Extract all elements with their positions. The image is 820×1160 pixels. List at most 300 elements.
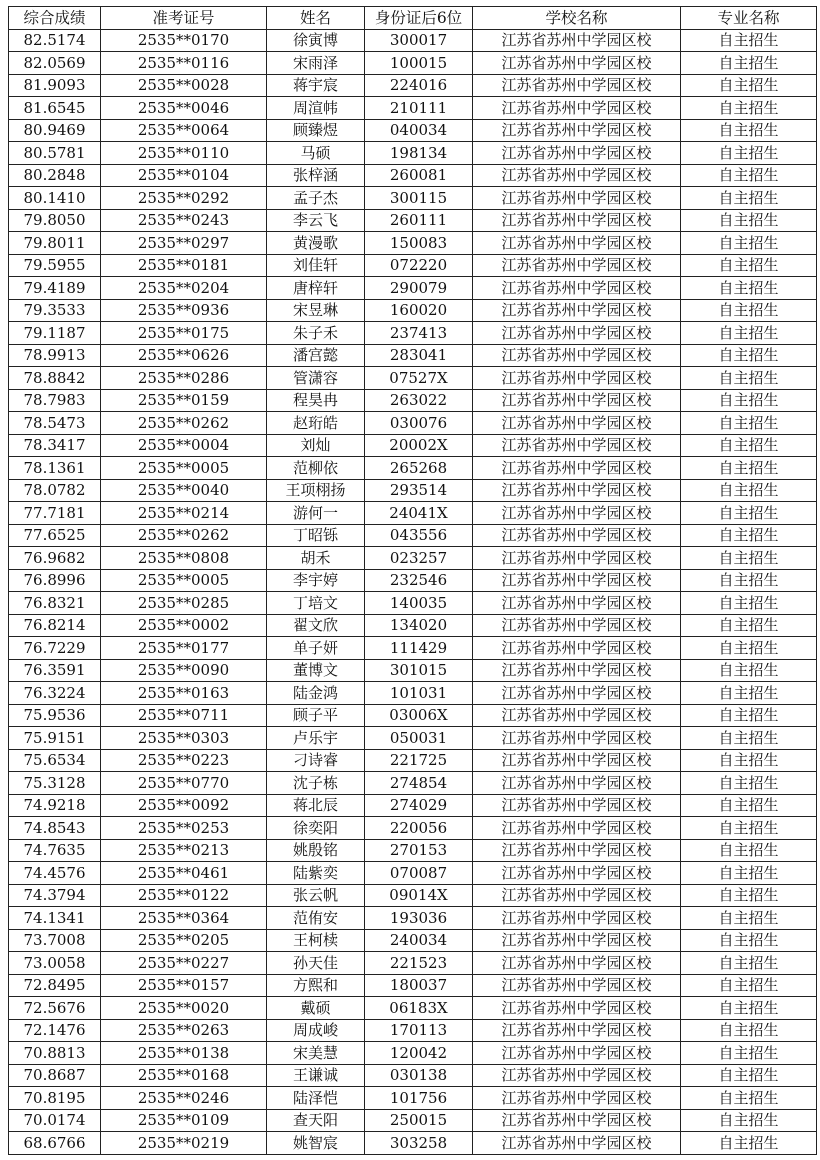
- exam-number-cell: 2535**0253: [101, 817, 267, 840]
- score-cell: 79.5955: [9, 254, 101, 277]
- exam-number-cell: 2535**0175: [101, 322, 267, 345]
- exam-number-cell: 2535**0116: [101, 52, 267, 75]
- id-last6-cell: 050031: [365, 727, 473, 750]
- school-name-cell: 江苏省苏州中学园区校: [473, 637, 681, 660]
- school-name-cell: 江苏省苏州中学园区校: [473, 569, 681, 592]
- exam-number-cell: 2535**0364: [101, 907, 267, 930]
- school-name-cell: 江苏省苏州中学园区校: [473, 344, 681, 367]
- school-name-cell: 江苏省苏州中学园区校: [473, 434, 681, 457]
- table-row: [9, 524, 817, 547]
- name-cell: 宋昱琳: [267, 299, 365, 322]
- exam-number-cell: 2535**0292: [101, 187, 267, 210]
- id-last6-cell: 240034: [365, 929, 473, 952]
- school-name-cell: 江苏省苏州中学园区校: [473, 74, 681, 97]
- school-name-cell: 江苏省苏州中学园区校: [473, 1019, 681, 1042]
- school-name-cell: 江苏省苏州中学园区校: [473, 659, 681, 682]
- name-cell: 查天阳: [267, 1109, 365, 1132]
- id-last6-cell: 263022: [365, 389, 473, 412]
- major-name-cell: 自主招生: [681, 187, 817, 210]
- id-last6-cell: 180037: [365, 974, 473, 997]
- id-last6-cell: 20002X: [365, 434, 473, 457]
- name-cell: 戴硕: [267, 997, 365, 1020]
- major-name-cell: 自主招生: [681, 682, 817, 705]
- table-row: [9, 52, 817, 75]
- name-cell: 丁昭铄: [267, 524, 365, 547]
- school-name-cell: 江苏省苏州中学园区校: [473, 412, 681, 435]
- major-name-cell: 自主招生: [681, 569, 817, 592]
- major-name-cell: 自主招生: [681, 659, 817, 682]
- name-cell: 黄漫歌: [267, 232, 365, 255]
- name-cell: 方熙和: [267, 974, 365, 997]
- exam-number-cell: 2535**0213: [101, 839, 267, 862]
- table-row: [9, 614, 817, 637]
- name-cell: 翟文欣: [267, 614, 365, 637]
- name-cell: 蒋宇宸: [267, 74, 365, 97]
- major-name-cell: 自主招生: [681, 794, 817, 817]
- id-last6-cell: 293514: [365, 479, 473, 502]
- table-row: [9, 412, 817, 435]
- exam-number-cell: 2535**0936: [101, 299, 267, 322]
- school-name-cell: 江苏省苏州中学园区校: [473, 254, 681, 277]
- header-exam-number: 准考证号: [101, 7, 267, 30]
- score-cell: 74.1341: [9, 907, 101, 930]
- table-row: [9, 254, 817, 277]
- id-last6-cell: 150083: [365, 232, 473, 255]
- id-last6-cell: 301015: [365, 659, 473, 682]
- school-name-cell: 江苏省苏州中学园区校: [473, 1042, 681, 1065]
- header-name: 姓名: [267, 7, 365, 30]
- score-cell: 72.8495: [9, 974, 101, 997]
- major-name-cell: 自主招生: [681, 434, 817, 457]
- major-name-cell: 自主招生: [681, 232, 817, 255]
- id-last6-cell: 283041: [365, 344, 473, 367]
- name-cell: 胡禾: [267, 547, 365, 570]
- name-cell: 陆金鸿: [267, 682, 365, 705]
- major-name-cell: 自主招生: [681, 74, 817, 97]
- table-row: [9, 929, 817, 952]
- school-name-cell: 江苏省苏州中学园区校: [473, 592, 681, 615]
- name-cell: 游何一: [267, 502, 365, 525]
- id-last6-cell: 221725: [365, 749, 473, 772]
- id-last6-cell: 043556: [365, 524, 473, 547]
- major-name-cell: 自主招生: [681, 412, 817, 435]
- name-cell: 马硕: [267, 142, 365, 165]
- name-cell: 李宇婷: [267, 569, 365, 592]
- table-row: [9, 209, 817, 232]
- school-name-cell: 江苏省苏州中学园区校: [473, 502, 681, 525]
- id-last6-cell: 070087: [365, 862, 473, 885]
- major-name-cell: 自主招生: [681, 772, 817, 795]
- name-cell: 姚智宸: [267, 1132, 365, 1155]
- exam-number-cell: 2535**0219: [101, 1132, 267, 1155]
- exam-number-cell: 2535**0002: [101, 614, 267, 637]
- table-row: [9, 367, 817, 390]
- id-last6-cell: 220056: [365, 817, 473, 840]
- school-name-cell: 江苏省苏州中学园区校: [473, 209, 681, 232]
- major-name-cell: 自主招生: [681, 479, 817, 502]
- exam-number-cell: 2535**0028: [101, 74, 267, 97]
- table-row: [9, 772, 817, 795]
- name-cell: 赵珩皓: [267, 412, 365, 435]
- id-last6-cell: 260081: [365, 164, 473, 187]
- major-name-cell: 自主招生: [681, 614, 817, 637]
- id-last6-cell: 210111: [365, 97, 473, 120]
- id-last6-cell: 290079: [365, 277, 473, 300]
- exam-number-cell: 2535**0046: [101, 97, 267, 120]
- name-cell: 沈子栋: [267, 772, 365, 795]
- major-name-cell: 自主招生: [681, 119, 817, 142]
- major-name-cell: 自主招生: [681, 97, 817, 120]
- exam-number-cell: 2535**0205: [101, 929, 267, 952]
- name-cell: 张梓涵: [267, 164, 365, 187]
- score-cell: 76.8321: [9, 592, 101, 615]
- exam-number-cell: 2535**0711: [101, 704, 267, 727]
- exam-number-cell: 2535**0263: [101, 1019, 267, 1042]
- exam-number-cell: 2535**0064: [101, 119, 267, 142]
- table-row: [9, 1064, 817, 1087]
- score-cell: 79.4189: [9, 277, 101, 300]
- major-name-cell: 自主招生: [681, 524, 817, 547]
- table-row: [9, 119, 817, 142]
- id-last6-cell: 221523: [365, 952, 473, 975]
- table-row: [9, 1109, 817, 1132]
- exam-number-cell: 2535**0040: [101, 479, 267, 502]
- id-last6-cell: 250015: [365, 1109, 473, 1132]
- exam-number-cell: 2535**0214: [101, 502, 267, 525]
- exam-number-cell: 2535**0163: [101, 682, 267, 705]
- exam-number-cell: 2535**0110: [101, 142, 267, 165]
- id-last6-cell: 101756: [365, 1087, 473, 1110]
- score-cell: 68.6766: [9, 1132, 101, 1155]
- exam-number-cell: 2535**0227: [101, 952, 267, 975]
- exam-number-cell: 2535**0020: [101, 997, 267, 1020]
- major-name-cell: 自主招生: [681, 457, 817, 480]
- name-cell: 陆泽恺: [267, 1087, 365, 1110]
- id-last6-cell: 09014X: [365, 884, 473, 907]
- score-cell: 72.5676: [9, 997, 101, 1020]
- table-header: [9, 7, 817, 30]
- table-row: [9, 142, 817, 165]
- score-cell: 70.8813: [9, 1042, 101, 1065]
- major-name-cell: 自主招生: [681, 727, 817, 750]
- id-last6-cell: 274029: [365, 794, 473, 817]
- id-last6-cell: 300115: [365, 187, 473, 210]
- table-row: [9, 1132, 817, 1155]
- score-cell: 70.0174: [9, 1109, 101, 1132]
- major-name-cell: 自主招生: [681, 929, 817, 952]
- school-name-cell: 江苏省苏州中学园区校: [473, 1109, 681, 1132]
- id-last6-cell: 300017: [365, 29, 473, 52]
- score-cell: 75.9151: [9, 727, 101, 750]
- score-cell: 78.9913: [9, 344, 101, 367]
- school-name-cell: 江苏省苏州中学园区校: [473, 1087, 681, 1110]
- table-body: [9, 29, 817, 1154]
- school-name-cell: 江苏省苏州中学园区校: [473, 839, 681, 862]
- major-name-cell: 自主招生: [681, 1132, 817, 1155]
- id-last6-cell: 160020: [365, 299, 473, 322]
- exam-number-cell: 2535**0138: [101, 1042, 267, 1065]
- exam-number-cell: 2535**0122: [101, 884, 267, 907]
- school-name-cell: 江苏省苏州中学园区校: [473, 322, 681, 345]
- table-row: [9, 434, 817, 457]
- table-row: [9, 997, 817, 1020]
- score-cell: 78.3417: [9, 434, 101, 457]
- exam-number-cell: 2535**0461: [101, 862, 267, 885]
- id-last6-cell: 265268: [365, 457, 473, 480]
- name-cell: 董博文: [267, 659, 365, 682]
- table-row: [9, 952, 817, 975]
- table-row: [9, 569, 817, 592]
- major-name-cell: 自主招生: [681, 637, 817, 660]
- exam-number-cell: 2535**0303: [101, 727, 267, 750]
- exam-number-cell: 2535**0109: [101, 1109, 267, 1132]
- table-row: [9, 479, 817, 502]
- id-last6-cell: 274854: [365, 772, 473, 795]
- major-name-cell: 自主招生: [681, 907, 817, 930]
- id-last6-cell: 100015: [365, 52, 473, 75]
- table-row: [9, 862, 817, 885]
- score-cell: 79.3533: [9, 299, 101, 322]
- name-cell: 孟子杰: [267, 187, 365, 210]
- score-cell: 78.5473: [9, 412, 101, 435]
- table-row: [9, 164, 817, 187]
- score-cell: 81.6545: [9, 97, 101, 120]
- id-last6-cell: 134020: [365, 614, 473, 637]
- name-cell: 刁诗睿: [267, 749, 365, 772]
- table-row: [9, 187, 817, 210]
- name-cell: 程昊冉: [267, 389, 365, 412]
- id-last6-cell: 030138: [365, 1064, 473, 1087]
- score-cell: 75.6534: [9, 749, 101, 772]
- name-cell: 姚殷铭: [267, 839, 365, 862]
- school-name-cell: 江苏省苏州中学园区校: [473, 929, 681, 952]
- name-cell: 刘佳轩: [267, 254, 365, 277]
- score-cell: 74.7635: [9, 839, 101, 862]
- table-row: [9, 884, 817, 907]
- school-name-cell: 江苏省苏州中学园区校: [473, 457, 681, 480]
- school-name-cell: 江苏省苏州中学园区校: [473, 479, 681, 502]
- major-name-cell: 自主招生: [681, 997, 817, 1020]
- school-name-cell: 江苏省苏州中学园区校: [473, 974, 681, 997]
- school-name-cell: 江苏省苏州中学园区校: [473, 29, 681, 52]
- name-cell: 王项栩扬: [267, 479, 365, 502]
- exam-number-cell: 2535**0004: [101, 434, 267, 457]
- id-last6-cell: 040034: [365, 119, 473, 142]
- score-cell: 77.6525: [9, 524, 101, 547]
- score-cell: 74.9218: [9, 794, 101, 817]
- score-cell: 70.8687: [9, 1064, 101, 1087]
- school-name-cell: 江苏省苏州中学园区校: [473, 119, 681, 142]
- score-cell: 80.1410: [9, 187, 101, 210]
- exam-number-cell: 2535**0168: [101, 1064, 267, 1087]
- name-cell: 唐梓轩: [267, 277, 365, 300]
- school-name-cell: 江苏省苏州中学园区校: [473, 704, 681, 727]
- exam-number-cell: 2535**0090: [101, 659, 267, 682]
- school-name-cell: 江苏省苏州中学园区校: [473, 164, 681, 187]
- school-name-cell: 江苏省苏州中学园区校: [473, 52, 681, 75]
- name-cell: 周渲帏: [267, 97, 365, 120]
- id-last6-cell: 023257: [365, 547, 473, 570]
- major-name-cell: 自主招生: [681, 817, 817, 840]
- id-last6-cell: 24041X: [365, 502, 473, 525]
- school-name-cell: 江苏省苏州中学园区校: [473, 997, 681, 1020]
- exam-number-cell: 2535**0157: [101, 974, 267, 997]
- major-name-cell: 自主招生: [681, 29, 817, 52]
- major-name-cell: 自主招生: [681, 839, 817, 862]
- name-cell: 王柯椟: [267, 929, 365, 952]
- id-last6-cell: 224016: [365, 74, 473, 97]
- id-last6-cell: 03006X: [365, 704, 473, 727]
- name-cell: 李云飞: [267, 209, 365, 232]
- table-row: [9, 97, 817, 120]
- table-row: [9, 1087, 817, 1110]
- exam-number-cell: 2535**0286: [101, 367, 267, 390]
- name-cell: 徐寅博: [267, 29, 365, 52]
- exam-number-cell: 2535**0285: [101, 592, 267, 615]
- table-row: [9, 74, 817, 97]
- name-cell: 张云帆: [267, 884, 365, 907]
- score-cell: 72.1476: [9, 1019, 101, 1042]
- table-row: [9, 29, 817, 52]
- table-row: [9, 839, 817, 862]
- major-name-cell: 自主招生: [681, 952, 817, 975]
- major-name-cell: 自主招生: [681, 1064, 817, 1087]
- major-name-cell: 自主招生: [681, 1109, 817, 1132]
- score-cell: 78.1361: [9, 457, 101, 480]
- score-cell: 77.7181: [9, 502, 101, 525]
- school-name-cell: 江苏省苏州中学园区校: [473, 1064, 681, 1087]
- major-name-cell: 自主招生: [681, 884, 817, 907]
- header-row: [9, 7, 817, 30]
- id-last6-cell: 07527X: [365, 367, 473, 390]
- exam-number-cell: 2535**0177: [101, 637, 267, 660]
- score-cell: 76.8214: [9, 614, 101, 637]
- id-last6-cell: 303258: [365, 1132, 473, 1155]
- table-row: [9, 1042, 817, 1065]
- score-cell: 75.3128: [9, 772, 101, 795]
- major-name-cell: 自主招生: [681, 52, 817, 75]
- id-last6-cell: 101031: [365, 682, 473, 705]
- major-name-cell: 自主招生: [681, 344, 817, 367]
- table-row: [9, 457, 817, 480]
- school-name-cell: 江苏省苏州中学园区校: [473, 367, 681, 390]
- exam-number-cell: 2535**0626: [101, 344, 267, 367]
- table-row: [9, 502, 817, 525]
- score-cell: 80.5781: [9, 142, 101, 165]
- major-name-cell: 自主招生: [681, 1042, 817, 1065]
- score-cell: 79.1187: [9, 322, 101, 345]
- score-cell: 76.8996: [9, 569, 101, 592]
- table-row: [9, 817, 817, 840]
- school-name-cell: 江苏省苏州中学园区校: [473, 547, 681, 570]
- header-id-last6: 身份证后6位: [365, 7, 473, 30]
- table-row: [9, 344, 817, 367]
- score-cell: 74.3794: [9, 884, 101, 907]
- school-name-cell: 江苏省苏州中学园区校: [473, 682, 681, 705]
- table-row: [9, 592, 817, 615]
- school-name-cell: 江苏省苏州中学园区校: [473, 794, 681, 817]
- major-name-cell: 自主招生: [681, 502, 817, 525]
- header-school-name: 学校名称: [473, 7, 681, 30]
- name-cell: 蒋北辰: [267, 794, 365, 817]
- major-name-cell: 自主招生: [681, 164, 817, 187]
- id-last6-cell: 193036: [365, 907, 473, 930]
- school-name-cell: 江苏省苏州中学园区校: [473, 1132, 681, 1155]
- name-cell: 王谦诚: [267, 1064, 365, 1087]
- score-cell: 74.8543: [9, 817, 101, 840]
- school-name-cell: 江苏省苏州中学园区校: [473, 277, 681, 300]
- id-last6-cell: 06183X: [365, 997, 473, 1020]
- name-cell: 朱子禾: [267, 322, 365, 345]
- table-row: [9, 794, 817, 817]
- score-cell: 76.7229: [9, 637, 101, 660]
- score-cell: 73.0058: [9, 952, 101, 975]
- table-row: [9, 704, 817, 727]
- name-cell: 陆紫奕: [267, 862, 365, 885]
- table-row: [9, 637, 817, 660]
- name-cell: 潘宫懿: [267, 344, 365, 367]
- school-name-cell: 江苏省苏州中学园区校: [473, 952, 681, 975]
- table-row: [9, 907, 817, 930]
- table-row: [9, 299, 817, 322]
- id-last6-cell: 260111: [365, 209, 473, 232]
- school-name-cell: 江苏省苏州中学园区校: [473, 614, 681, 637]
- exam-number-cell: 2535**0005: [101, 457, 267, 480]
- school-name-cell: 江苏省苏州中学园区校: [473, 142, 681, 165]
- score-cell: 81.9093: [9, 74, 101, 97]
- header-composite-score: 综合成绩: [9, 7, 101, 30]
- table-row: [9, 389, 817, 412]
- exam-number-cell: 2535**0223: [101, 749, 267, 772]
- major-name-cell: 自主招生: [681, 974, 817, 997]
- major-name-cell: 自主招生: [681, 749, 817, 772]
- score-cell: 76.9682: [9, 547, 101, 570]
- score-cell: 74.4576: [9, 862, 101, 885]
- major-name-cell: 自主招生: [681, 142, 817, 165]
- name-cell: 丁培文: [267, 592, 365, 615]
- exam-number-cell: 2535**0243: [101, 209, 267, 232]
- major-name-cell: 自主招生: [681, 209, 817, 232]
- school-name-cell: 江苏省苏州中学园区校: [473, 389, 681, 412]
- major-name-cell: 自主招生: [681, 299, 817, 322]
- school-name-cell: 江苏省苏州中学园区校: [473, 299, 681, 322]
- major-name-cell: 自主招生: [681, 1019, 817, 1042]
- major-name-cell: 自主招生: [681, 1087, 817, 1110]
- id-last6-cell: 237413: [365, 322, 473, 345]
- name-cell: 孙天佳: [267, 952, 365, 975]
- exam-number-cell: 2535**0262: [101, 412, 267, 435]
- table-row: [9, 322, 817, 345]
- table-row: [9, 1019, 817, 1042]
- name-cell: 周成峻: [267, 1019, 365, 1042]
- score-cell: 82.5174: [9, 29, 101, 52]
- id-last6-cell: 270153: [365, 839, 473, 862]
- school-name-cell: 江苏省苏州中学园区校: [473, 907, 681, 930]
- score-cell: 80.9469: [9, 119, 101, 142]
- id-last6-cell: 170113: [365, 1019, 473, 1042]
- table-row: [9, 682, 817, 705]
- score-cell: 76.3224: [9, 682, 101, 705]
- id-last6-cell: 140035: [365, 592, 473, 615]
- major-name-cell: 自主招生: [681, 547, 817, 570]
- id-last6-cell: 120042: [365, 1042, 473, 1065]
- admission-score-table: [8, 6, 817, 1155]
- score-cell: 79.8011: [9, 232, 101, 255]
- school-name-cell: 江苏省苏州中学园区校: [473, 232, 681, 255]
- major-name-cell: 自主招生: [681, 367, 817, 390]
- exam-number-cell: 2535**0770: [101, 772, 267, 795]
- school-name-cell: 江苏省苏州中学园区校: [473, 187, 681, 210]
